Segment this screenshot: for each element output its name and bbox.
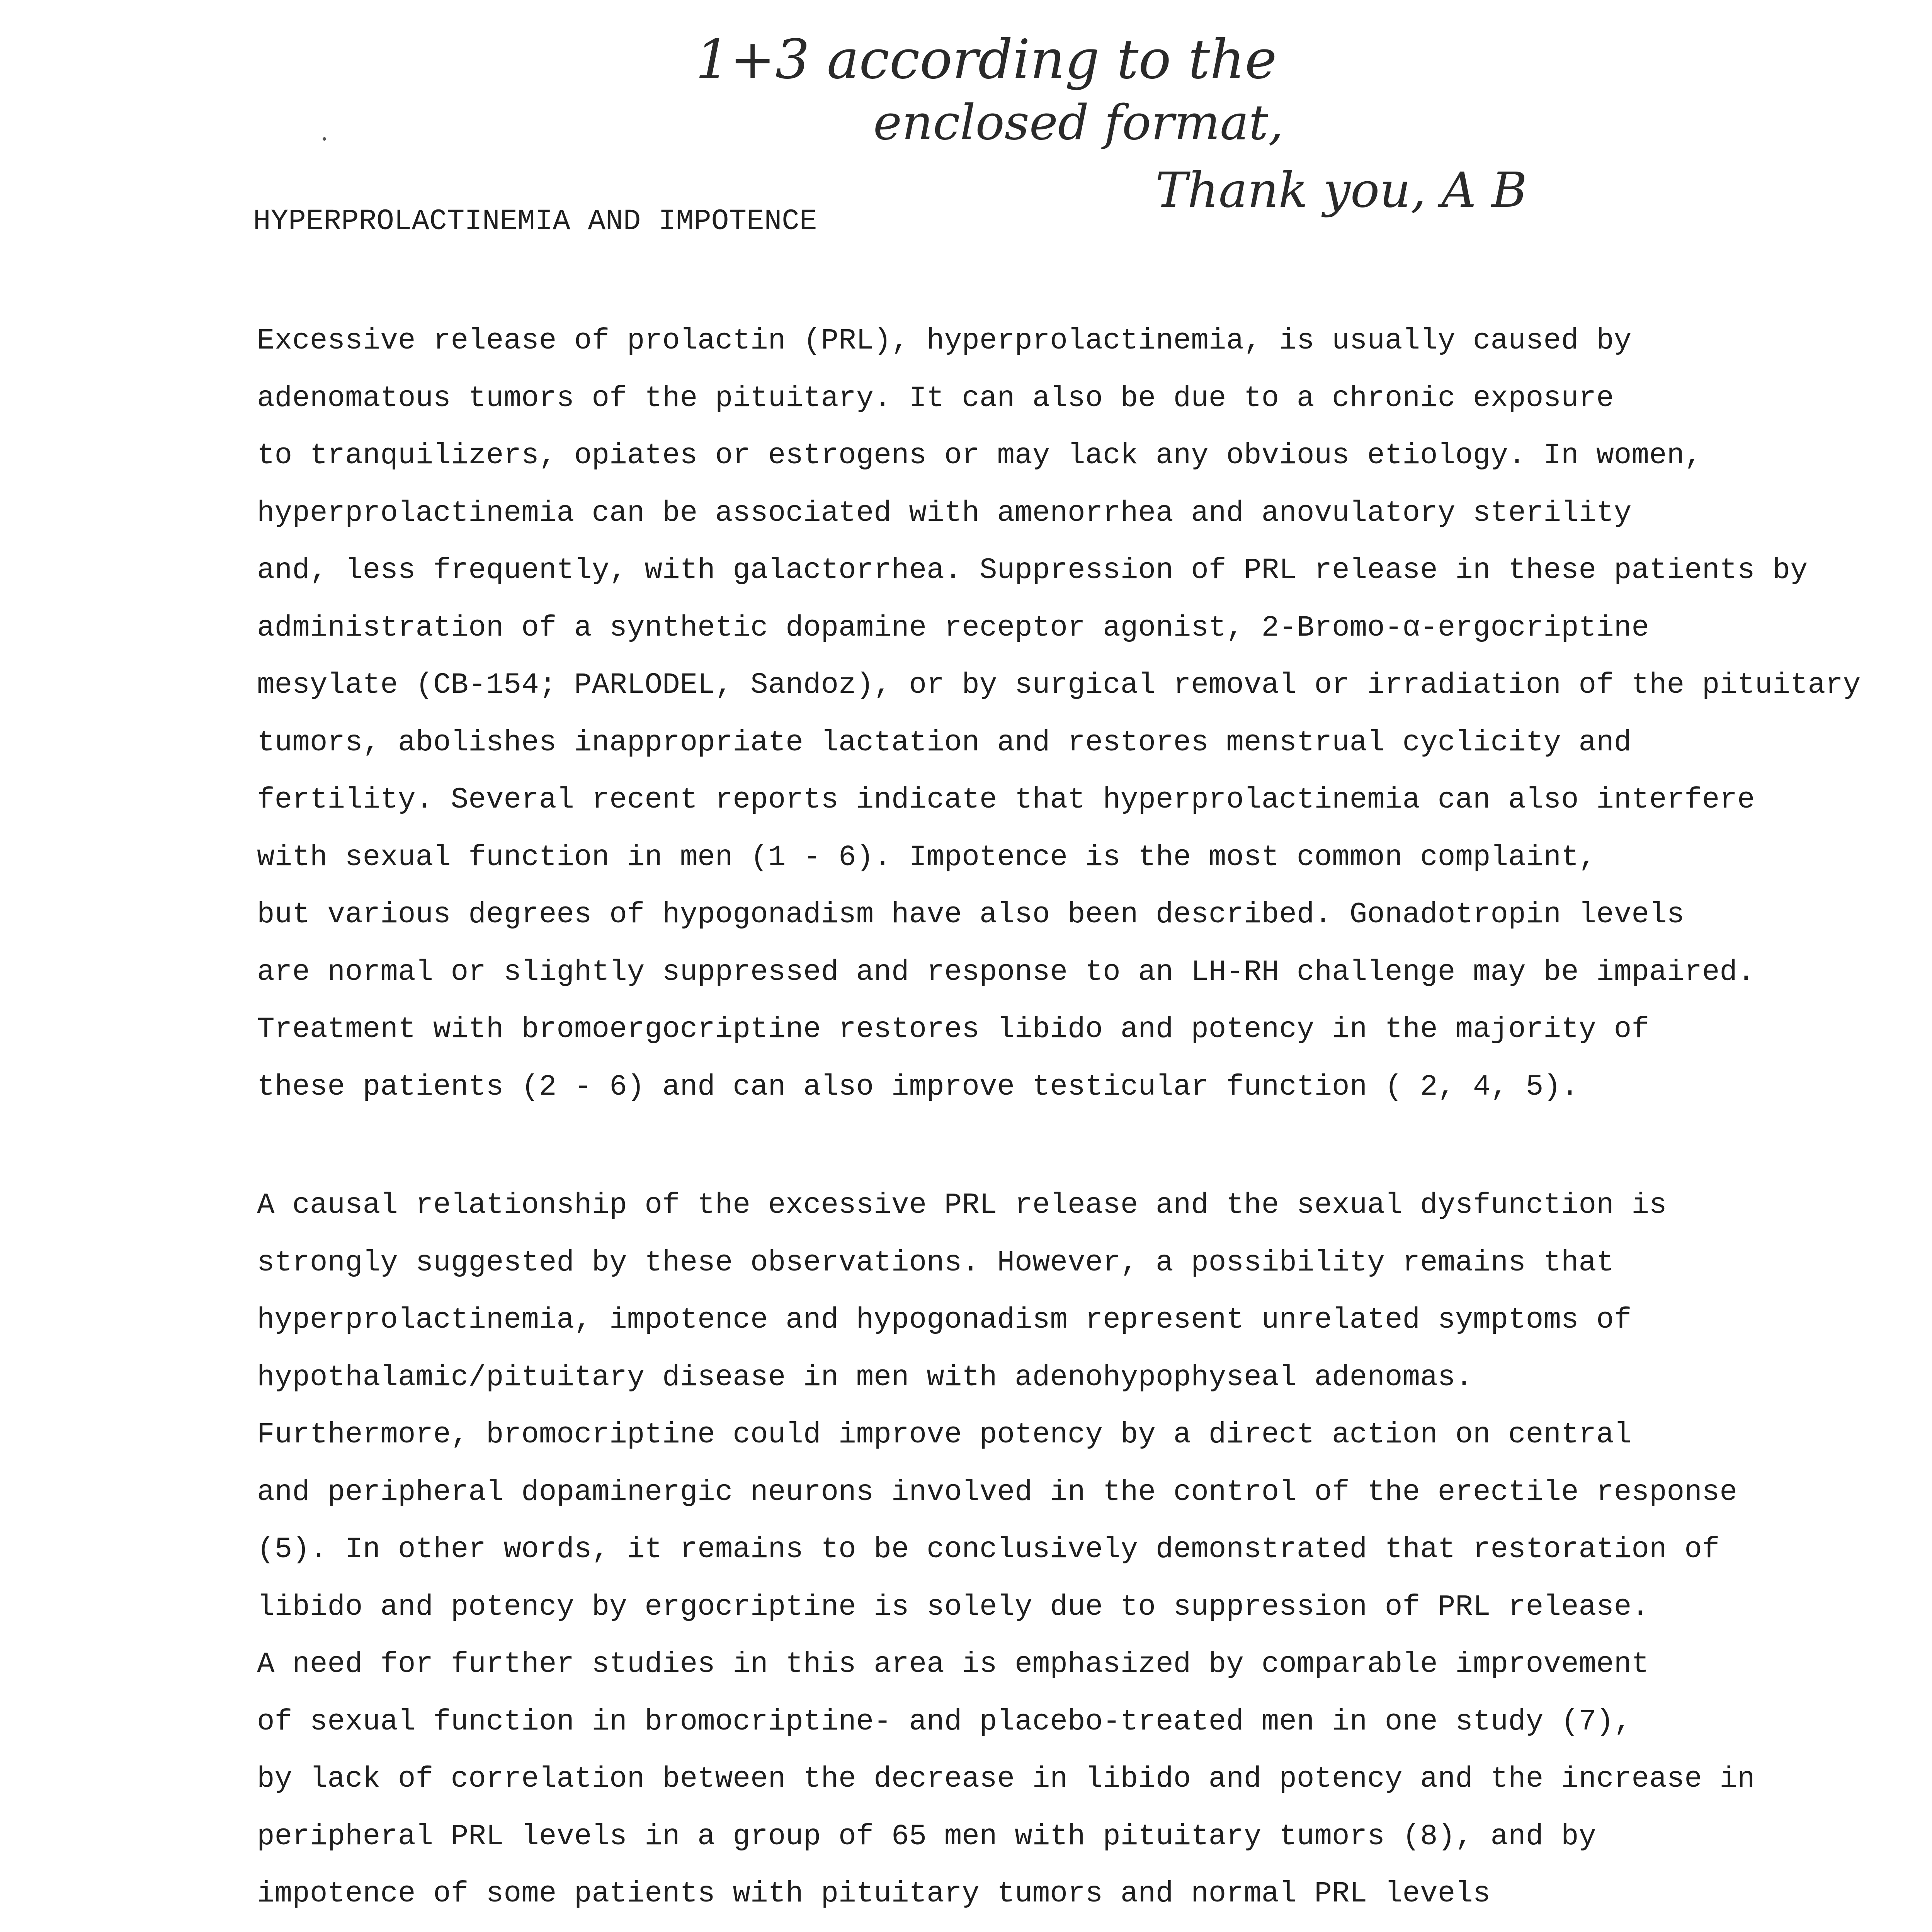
paragraph-1 xyxy=(257,312,1932,1116)
text-line: hyperprolactinemia can be associated with amenorrhea and anovulatory sterility xyxy=(257,496,1632,530)
text-line: hyperprolactinemia, impotence and hypogonadism represent unrelated symptoms of xyxy=(257,1303,1632,1337)
text-line: with sexual function in men (1 - 6). Impotence is the most common complaint, xyxy=(257,840,1597,874)
text-line: peripheral PRL levels in a group of 65 men with pituitary tumors (8), and by xyxy=(257,1820,1597,1853)
text-line: administration of a synthetic dopamine receptor agonist, 2-Bromo-α-ergocriptine xyxy=(257,611,1649,645)
text-line: A causal relationship of the excessive PRL release and the sexual dysfunction is xyxy=(257,1189,1667,1222)
text-line: strongly suggested by these observations. However, a possibility remains that xyxy=(257,1246,1614,1279)
text-line: these patients (2 - 6) and can also improve testicular function ( 2, 4, 5). xyxy=(257,1070,1579,1104)
text-line: libido and potency by ergocriptine is solely due to suppression of PRL release. xyxy=(257,1590,1649,1624)
text-line: adenomatous tumors of the pituitary. It can also be due to a chronic exposure xyxy=(257,381,1614,415)
text-line: tumors, abolishes inappropriate lactation and restores menstrual cyclicity and xyxy=(257,726,1632,759)
text-line: A need for further studies in this area is emphasized by comparable improvement xyxy=(257,1648,1649,1681)
text-line: hypothalamic/pituitary disease in men with adenohypophyseal adenomas. xyxy=(257,1361,1473,1394)
document-title: HYPERPROLACTINEMIA AND IMPOTENCE xyxy=(253,205,817,238)
handwritten-note-line-1: 1+3 according to the xyxy=(696,28,1277,91)
handwritten-note-line-3: Thank you, A B xyxy=(1155,162,1527,218)
paragraph-2 xyxy=(257,1177,1932,1932)
text-line: Excessive release of prolactin (PRL), hyperprolactinemia, is usually caused by xyxy=(257,324,1632,357)
text-line xyxy=(257,1923,1932,1932)
text-line: of sexual function in bromocriptine- and placebo-treated men in one study (7), xyxy=(257,1705,1632,1738)
text-line: are normal or slightly suppressed and response to an LH-RH challenge may be impaired. xyxy=(257,955,1755,989)
text-line: (5). In other words, it remains to be conclusively demonstrated that restoration of xyxy=(257,1533,1720,1566)
text-line: Furthermore, bromocriptine could improve potency by a direct action on central xyxy=(257,1418,1632,1451)
text-line: fertility. Several recent reports indicate that hyperprolactinemia can also interfere xyxy=(257,783,1755,816)
text-line: Treatment with bromoergocriptine restores libido and potency in the majority of xyxy=(257,1013,1649,1046)
handwritten-note-line-2: enclosed format, xyxy=(873,95,1284,151)
text-line: and, less frequently, with galactorrhea. Suppression of PRL release in these patients by xyxy=(257,554,1808,587)
text-line: impotence of some patients with pituitary tumors and normal PRL levels xyxy=(257,1877,1491,1910)
text-line: by lack of correlation between the decrease in libido and potency and the increase in xyxy=(257,1762,1755,1796)
text-line: and peripheral dopaminergic neurons involved in the control of the erectile response xyxy=(257,1475,1738,1509)
text-line: mesylate (CB-154; PARLODEL, Sandoz), or by surgical removal or irradiation of the pituitary xyxy=(257,668,1861,702)
text-line: to tranquilizers, opiates or estrogens or may lack any obvious etiology. In women, xyxy=(257,439,1702,472)
stray-mark xyxy=(323,137,326,141)
text-line: but various degrees of hypogonadism have also been described. Gonadotropin levels xyxy=(257,898,1685,931)
